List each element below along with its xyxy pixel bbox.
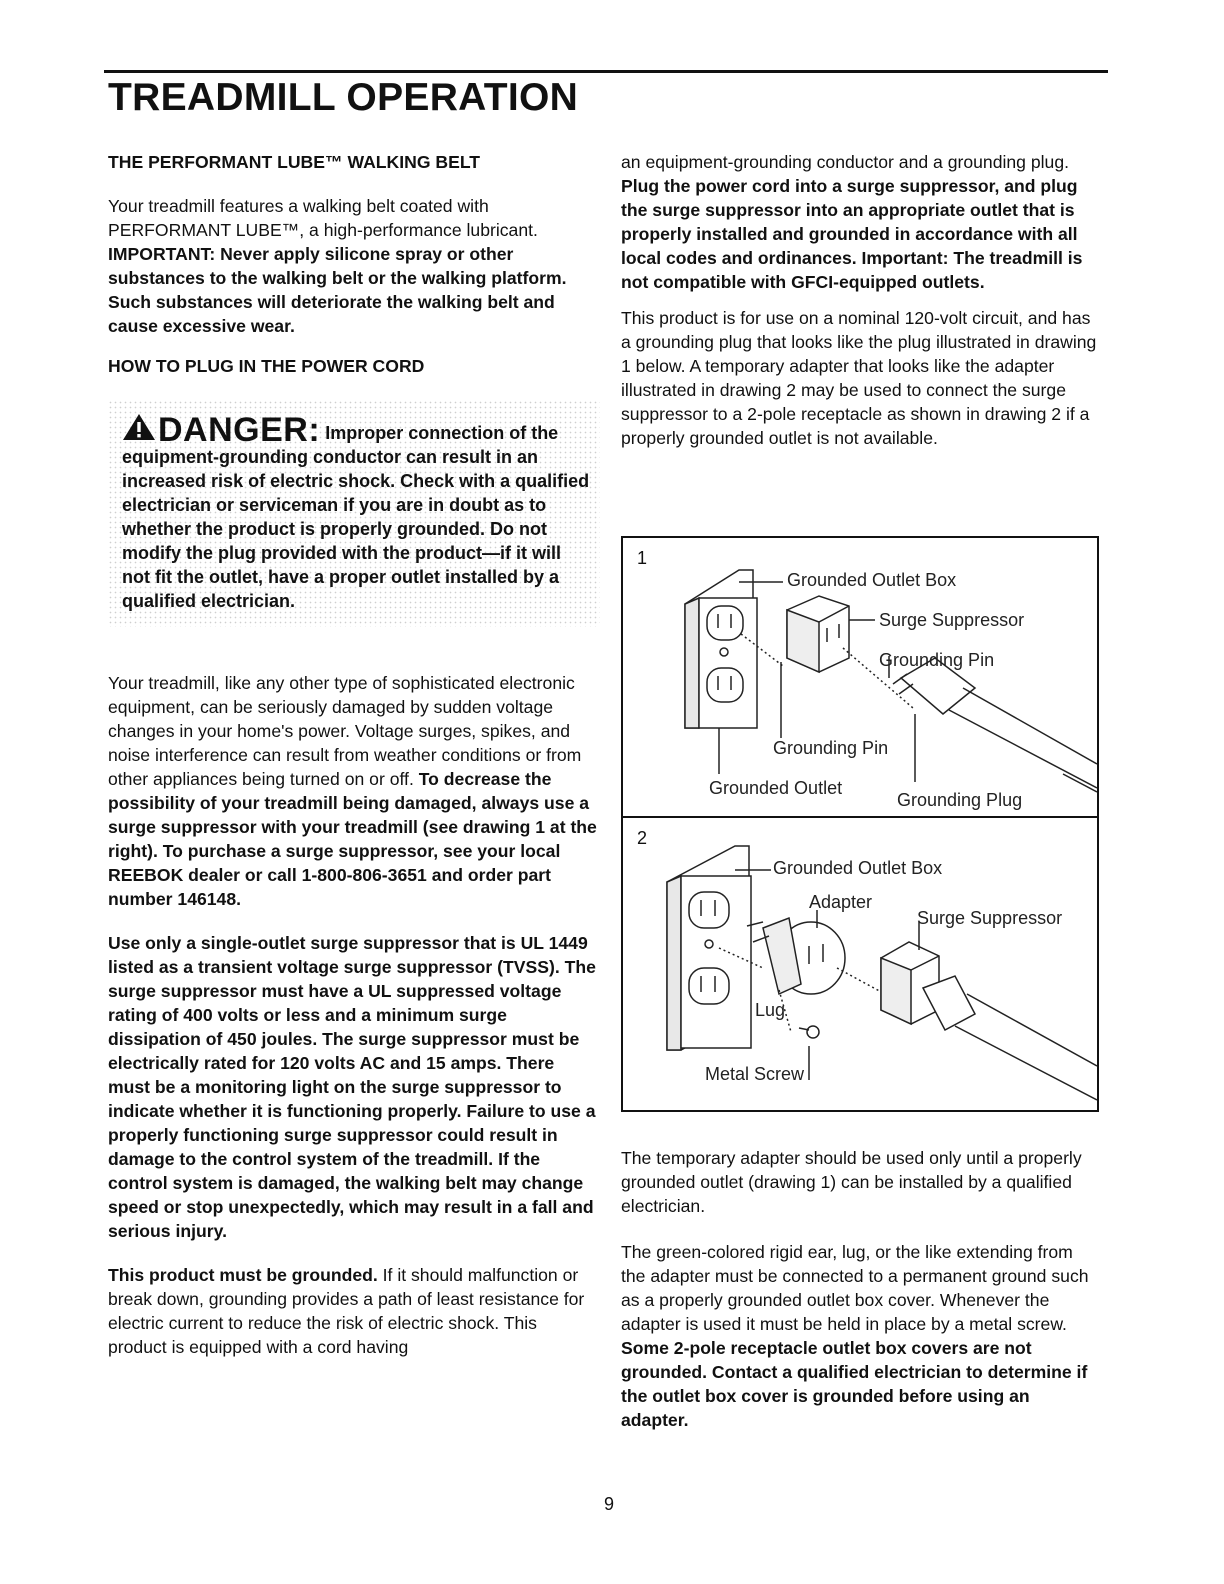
circuit-paragraph: This product is for use on a nominal 120-volt circuit, and has a grounding plug that looks like the plug illustrated in drawing 1 below. A temporary adapter that looks like the adapter illustrated in drawing 2 may be used to connect the surge suppressor to a 2-pole receptacle as shown in drawing 2 if a properly grounded outlet is not available. — [621, 308, 1097, 448]
label-surge-suppressor-2: Surge Suppressor — [917, 908, 1063, 928]
warning-triangle-icon — [122, 412, 156, 442]
walking-belt-paragraph — [108, 194, 598, 338]
surge-requirements: Use only a single-outlet surge suppressor that is UL 1449 listed as a transient voltage surge suppressor (TVSS). The surge suppressor must have a UL suppressed voltage rating of 400 volts or less and a minimum surge dissipation of 450 joules. The surge suppressor must be electrically rated for 120 volts AC and 15 amps. There must be a monitoring light on the surge suppressor to indicate whether it is functioning properly. Failure to use a properly functioning surge suppressor could result in damage to the control system of the treadmill. If the control system is damaged, the walking belt may change speed or stop unexpectedly, which may result in a fall and serious injury. — [108, 933, 596, 1241]
section-heading-power-cord: HOW TO PLUG IN THE POWER CORD — [108, 356, 425, 376]
grounding-text: If it should malfunction or break down, grounding provides a path of least resistance for electric current to reduce the risk of electric shock. This product is equipped with a cord having — [108, 1265, 585, 1357]
label-lug: Lug — [755, 1000, 786, 1020]
walking-belt-intro: Your treadmill features a walking belt coated with PERFORMANT LUBE™, a high-performance lubricant. — [108, 196, 538, 240]
section-heading-walking-belt: THE PERFORMANT LUBE™ WALKING BELT — [108, 152, 481, 172]
danger-label: DANGER: — [158, 411, 321, 449]
title-rule — [104, 70, 1108, 73]
conductor-instruction: Plug the power cord into a surge suppressor, and plug the surge suppressor into an appropriate outlet that is properly installed and grounded in accordance with all local codes and ordinances. Important: The treadmill is not compatible with GFCI-equipped outlets. — [621, 176, 1083, 292]
surge-paragraph — [108, 671, 598, 911]
label-grounded-outlet-box: Grounded Outlet Box — [787, 570, 957, 590]
right-column-lower — [621, 1146, 1099, 1432]
temporary-adapter-paragraph: The temporary adapter should be used only until a properly grounded outlet (drawing 1) can be installed by a qualified electrician. — [621, 1148, 1082, 1216]
label-grounding-pin-top: Grounding Pin — [879, 650, 995, 670]
label-grounded-outlet: Grounded Outlet — [709, 778, 843, 798]
label-metal-screw: Metal Screw — [705, 1064, 805, 1084]
green-ear-text: The green-colored rigid ear, lug, or the like extending from the adapter must be connected to a permanent ground such as a properly grounded outlet box cover. Whenever the adapter is used it must be held in place by a metal screw. — [621, 1242, 1089, 1334]
grounding-warning: This product must be grounded. — [108, 1265, 378, 1285]
green-ear-paragraph — [621, 1240, 1099, 1432]
grounding-paragraph — [108, 1263, 598, 1359]
figure-1-number: 1 — [637, 548, 648, 568]
label-grounded-outlet-box-2: Grounded Outlet Box — [773, 858, 943, 878]
page-number: 9 — [604, 1494, 615, 1514]
danger-notice — [108, 400, 600, 627]
green-ear-warning: Some 2-pole receptacle outlet box covers are not grounded. Contact a qualified electrician to determine if the outlet box cover is grounded before using an adapter. — [621, 1338, 1088, 1430]
label-grounding-plug: Grounding Plug — [897, 790, 1023, 810]
surge-intro: Your treadmill, like any other type of sophisticated electronic equipment, can be seriously damaged by sudden voltage changes in your home's power. Voltage surges, spikes, and noise interference can result from weather conditions or from other appliances being turned on or off. — [108, 673, 582, 789]
figure-2-number: 2 — [637, 828, 648, 848]
label-surge-suppressor: Surge Suppressor — [879, 610, 1025, 630]
figure-2 — [621, 816, 1099, 1112]
walking-belt-important: IMPORTANT: Never apply silicone spray or other substances to the walking belt or the walking platform. Such substances will deteriorate the walking belt and cause excessive wear. — [108, 244, 567, 336]
danger-text: Improper connection of the equipment-grounding conductor can result in an increased risk of electric shock. Check with a qualified electrician or serviceman if you are in doubt as to whether the product is properly grounded. Do not modify the plug provided with the product—if it will not fit the outlet, have a proper outlet installed by a qualified electrician. — [122, 423, 590, 611]
conductor-paragraph — [621, 150, 1101, 294]
right-column — [621, 150, 1101, 450]
label-adapter: Adapter — [809, 892, 873, 912]
surge-instruction: To decrease the possibility of your treadmill being damaged, always use a surge suppressor with your treadmill (see drawing 1 at the right). To purchase a surge suppressor, see your local REEBOK dealer or call 1-800-806-3651 and order part number 146148. — [108, 769, 597, 909]
page-title: TREADMILL OPERATION — [108, 76, 579, 119]
label-grounding-pin-bottom: Grounding Pin — [773, 738, 889, 758]
left-column — [108, 150, 598, 1359]
conductor-intro: an equipment-grounding conductor and a grounding plug. — [621, 152, 1069, 172]
figure-1 — [621, 536, 1099, 820]
